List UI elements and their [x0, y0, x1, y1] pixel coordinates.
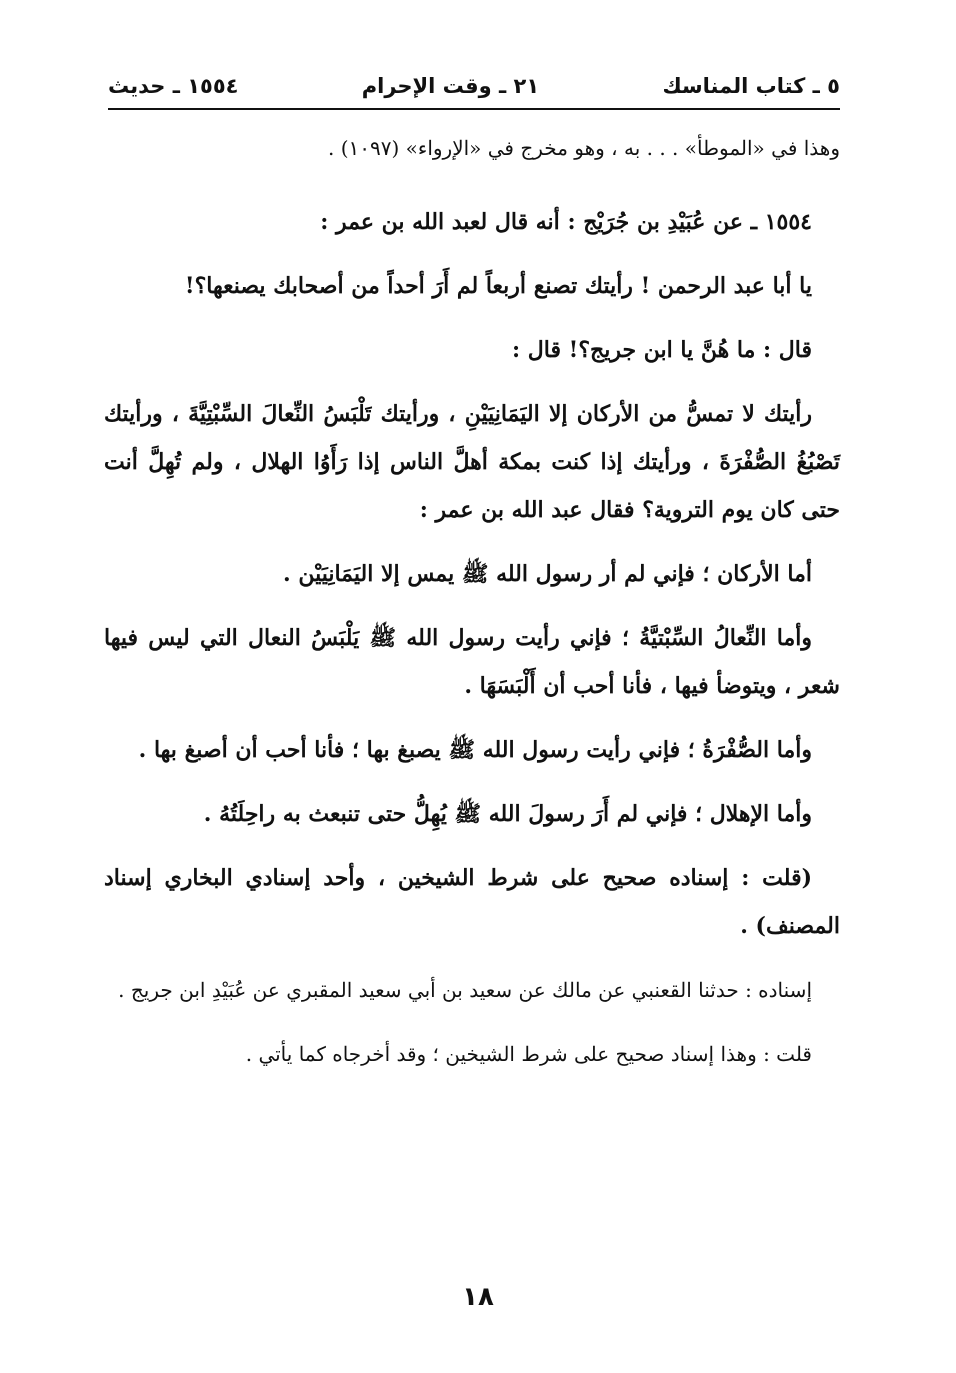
running-header: [108, 68, 840, 104]
intro-reference-paragraph: وهذا في «الموطأ» . . . به ، وهو مخرج في «الإرواء» (١٠٩٧) .: [328, 136, 840, 160]
page-number: ١٨: [462, 1282, 494, 1312]
four-things-paragraph: رأيتك لا تمسُّ من الأركان إلا اليَمَانِيَيْنِ ، ورأيتك تَلْبَسُ النِّعالَ السِّبْتِيَّةَ ، ورأيتك تَصْبُغُ الصُّفْرَةَ ، ورأيتك إذا كنت بمكة أهلَّ الناس إذا رَأَوُا الهلال ، ولم تُهِلَّ أنت حتى كان يوم التروية؟ فقال عبد الله بن عمر :: [104, 401, 840, 523]
closing-note-paragraph: قلت : وهذا إسناد صحيح على شرط الشيخين ؛ وقد أخرجاه كما يأتي .: [245, 1042, 812, 1066]
header-book-title: ٥ ـ كتاب المناسك: [662, 74, 840, 98]
question-paragraph: يا أبا عبد الرحمن ! رأيتك تصنع أربعاً لم أَرَ أحداً من أصحابك يصنعها؟!: [184, 273, 812, 299]
body-text: [104, 124, 840, 1094]
reply-paragraph: قال : ما هُنَّ يا ابن جريج؟! قال :: [512, 337, 812, 363]
hadith-title: ١٥٥٤ ـ عن عُبَيْدِ بن جُرَيْج : أنه قال لعبد الله بن عمر :: [320, 209, 812, 235]
header-hadith-ref: ١٥٥٤ ـ حديث: [108, 74, 239, 98]
isnad-paragraph: إسناده : حدثنا القعنبي عن مالك عن سعيد بن أبي سعيد المقبري عن عُبَيْدِ ابن جريج .: [118, 978, 812, 1002]
sandals-paragraph: وأما النِّعالُ السِّبْتيَّةُ ؛ فإني رأيت رسول الله ﷺ يَلْبَسُ النعال التي ليس فيها شعر ، ويتوضأ فيها ، فأنا أحب أن أَلْبَسَهَا .: [104, 625, 840, 699]
header-chapter-title: ٢١ ـ وقت الإحرام: [361, 74, 540, 98]
grading-note-paragraph: (قلت : إسناده صحيح على شرط الشيخين ، وأحد إسنادي البخاري إسناد المصنف) .: [104, 865, 840, 939]
corners-paragraph: أما الأركان ؛ فإني لم أر رسول الله ﷺ يمس إلا اليَمَانِيَيْن .: [283, 561, 812, 587]
ihlal-paragraph: وأما الإهلال ؛ فإني لم أَرَ رسولَ الله ﷺ يُهِلُّ حتى تنبعث به راحِلَتُهُ .: [203, 801, 812, 827]
yellow-dye-paragraph: وأما الصُّفْرَةُ ؛ فإني رأيت رسول الله ﷺ يصبغ بها ؛ فأنا أحب أن أصبغ بها .: [138, 737, 812, 763]
header-rule: [108, 108, 840, 110]
